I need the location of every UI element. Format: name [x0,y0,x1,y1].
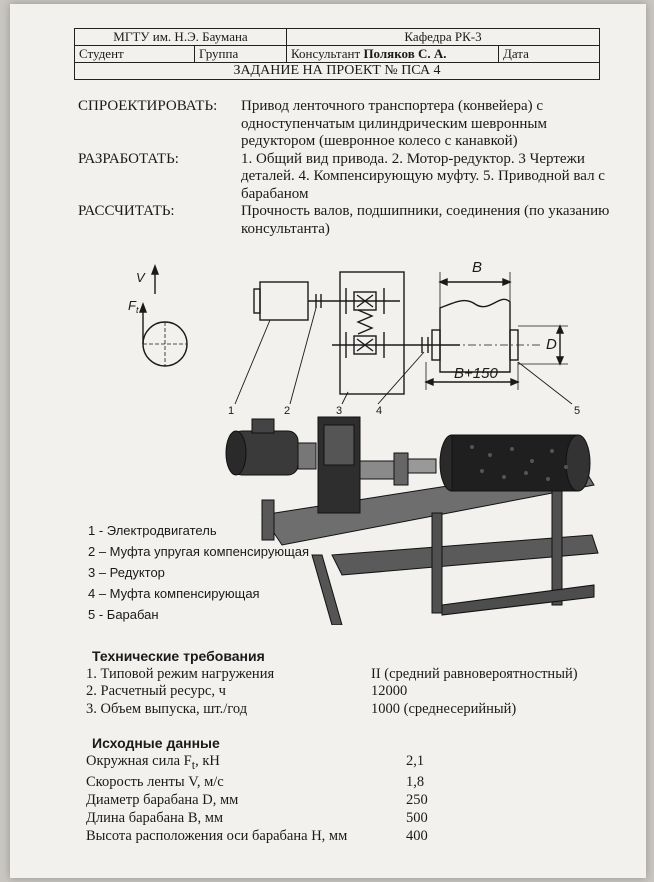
callout-1: 1 [228,405,235,417]
source-value: 2,1 [406,752,425,769]
consultant-label: Консультант [291,46,361,61]
legend [88,520,309,625]
header-row-2 [75,46,599,63]
source-heading: Исходные данные [92,735,220,751]
task-row [78,98,618,151]
callout-5: 5 [574,405,581,417]
legend-item: 4 – Муфта компенсирующая [88,586,260,601]
tech-key: 2. Расчетный ресурс, ч [86,683,226,699]
student-cell: Студент [75,46,195,62]
task-text: Привод ленточного транспортера (конвейера) с одноступенчатым цилиндрическим шевронным редуктором (шевронное колесо с канавкой) [241,98,547,149]
source-key: Диаметр барабана D, мм [86,792,239,809]
d-dimension-label: D [546,336,557,353]
source-row [86,792,606,810]
tech-row [86,701,606,719]
tech-key: 3. Объем выпуска, шт./год [86,700,248,717]
consultant-name: Поляков С. А. [363,46,447,61]
task-text: 1. Общий вид привода. 2. Мотор-редуктор. 3 Чертежи деталей. 4. Компенсирующую муфту. 5. Приводной вал с барабаном [241,150,605,202]
department-cell: Кафедра РК-3 [404,29,482,44]
gearbox-symbol [340,272,404,394]
legend-item: 1 - Электродвигатель [88,523,217,538]
date-cell: Дата [503,46,529,61]
source-row [86,828,606,846]
group-cell: Группа [195,46,287,62]
source-key: Скорость ленты V, м/с [86,774,224,791]
b-dimension-label: B [472,259,483,276]
page-title: ЗАДАНИЕ НА ПРОЕКТ № ПСА 4 [233,63,441,78]
tech-value: II (средний равновероятностный) [371,665,578,682]
university-cell: МГТУ им. Н.Э. Баумана [75,29,287,45]
task-text: Прочность валов, подшипники, соединения (по указанию консультанта) [241,203,610,237]
ft-label: $F_t$ [128,298,139,315]
source-value: 400 [406,827,428,844]
b150-dimension-label: B+150 [454,365,498,382]
tech-row [86,666,606,684]
kinematic-diagram [120,252,600,422]
source-key: Окружная сила $F_t$, кН [86,752,220,772]
source-key: Высота расположения оси барабана H, мм [86,827,348,844]
tech-requirements [86,648,606,718]
header-row-3 [75,63,599,79]
task-block [78,98,618,238]
tech-value: 12000 [371,683,408,699]
tech-row [86,683,606,701]
task-row [78,203,618,238]
source-row [86,753,606,775]
motor-symbol [260,282,308,320]
source-value: 500 [406,810,428,827]
legend-item: 2 – Муфта упругая компенсирующая [88,544,310,559]
v-label: V [136,270,145,285]
source-value: 250 [406,792,428,809]
task-label: РАССЧИТАТЬ: [78,203,175,219]
legend-item: 5 - Барабан [88,607,159,622]
header-table [74,28,600,80]
tech-key: 1. Типовой режим нагружения [86,665,275,682]
source-data [86,735,606,846]
source-row [86,774,606,792]
drum-symbol [440,299,510,372]
source-value: 1,8 [406,774,425,791]
consultant-cell [287,46,499,62]
tech-heading: Технические требования [92,648,265,664]
source-key: Длина барабана B, мм [86,810,224,827]
legend-item: 3 – Редуктор [88,565,165,580]
source-row [86,810,606,828]
task-row [78,151,618,204]
callout-3: 3 [336,405,343,417]
callout-2: 2 [284,405,291,417]
task-label: РАЗРАБОТАТЬ: [78,150,179,167]
tech-value: 1000 (среднесерийный) [371,700,517,717]
callout-4: 4 [376,405,383,417]
task-label: СПРОЕКТИРОВАТЬ: [78,98,218,114]
header-row-1 [75,29,599,46]
